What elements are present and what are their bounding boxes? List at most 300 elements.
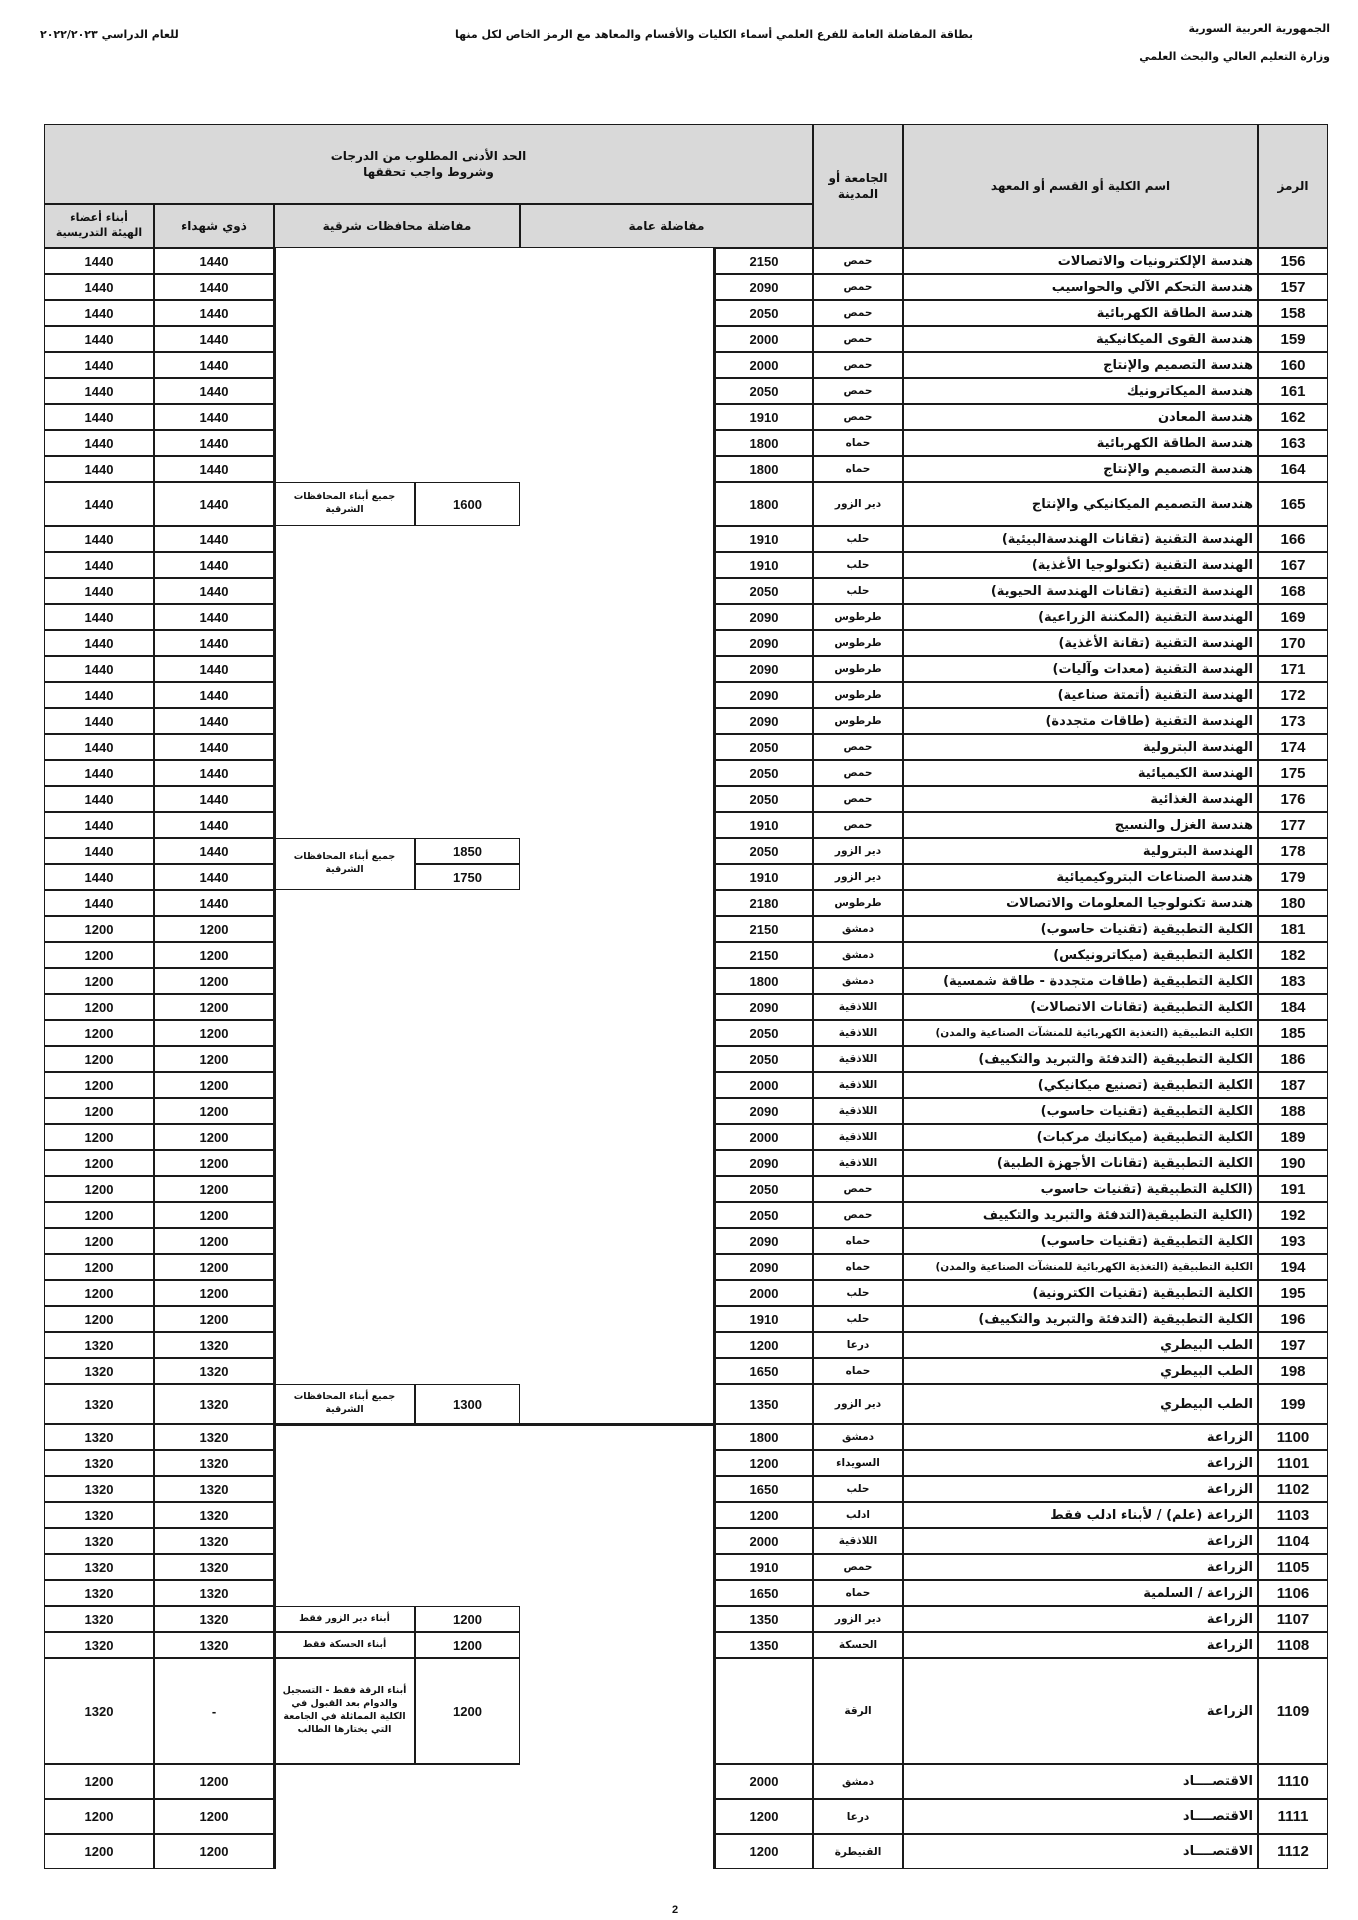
row-eastern-condition-merged: جميع أبناء المحافظات الشرقية bbox=[274, 838, 415, 890]
row-martyrs-score: 1440 bbox=[154, 300, 274, 326]
row-faculty-children-score: 1200 bbox=[44, 1254, 154, 1280]
row-program-name: الهندسة التقنية (معدات وآليات) bbox=[903, 656, 1258, 682]
row-faculty-children-score: 1200 bbox=[44, 1176, 154, 1202]
row-general-score: 2000 bbox=[715, 352, 813, 378]
row-faculty-children-score: 1200 bbox=[44, 1764, 154, 1799]
row-code: 1111 bbox=[1258, 1799, 1328, 1834]
row-code: 181 bbox=[1258, 916, 1328, 942]
ministry-name: وزارة التعليم العالي والبحث العلمي bbox=[1139, 50, 1330, 63]
row-faculty-children-score: 1320 bbox=[44, 1384, 154, 1424]
row-general-score: 2090 bbox=[715, 708, 813, 734]
row-city: اللاذقية bbox=[813, 1020, 903, 1046]
republic-name: الجمهورية العربية السورية bbox=[1188, 22, 1330, 35]
row-code: 163 bbox=[1258, 430, 1328, 456]
row-city: طرطوس bbox=[813, 708, 903, 734]
row-program-name: الزراعة bbox=[903, 1424, 1258, 1450]
row-faculty-children-score: 1440 bbox=[44, 248, 154, 274]
row-city: دمشق bbox=[813, 1764, 903, 1799]
row-city: حمص bbox=[813, 326, 903, 352]
row-faculty-children-score: 1320 bbox=[44, 1554, 154, 1580]
row-eastern-condition: أبناء دير الزور فقط bbox=[274, 1606, 415, 1632]
row-general-score: 2050 bbox=[715, 786, 813, 812]
row-martyrs-score: 1200 bbox=[154, 1799, 274, 1834]
row-city: اللاذقية bbox=[813, 1150, 903, 1176]
row-faculty-children-score: 1200 bbox=[44, 1799, 154, 1834]
row-code: 185 bbox=[1258, 1020, 1328, 1046]
row-general-score: 2090 bbox=[715, 1254, 813, 1280]
row-program-name: الكلية التطبيقية (التدفئة والتبريد والتكييف) bbox=[903, 1306, 1258, 1332]
row-program-name: هندسة القوى الميكانيكية bbox=[903, 326, 1258, 352]
row-program-name: الزراعة bbox=[903, 1476, 1258, 1502]
row-program-name: الهندسة التقنية (تقانة الأغذية) bbox=[903, 630, 1258, 656]
row-code: 194 bbox=[1258, 1254, 1328, 1280]
row-faculty-children-score: 1440 bbox=[44, 430, 154, 456]
row-city: السويداء bbox=[813, 1450, 903, 1476]
row-general-score: 2150 bbox=[715, 248, 813, 274]
row-martyrs-score: 1200 bbox=[154, 994, 274, 1020]
row-faculty-children-score: 1440 bbox=[44, 812, 154, 838]
row-faculty-children-score: 1200 bbox=[44, 1072, 154, 1098]
row-program-name: الزراعة bbox=[903, 1528, 1258, 1554]
row-city: طرطوس bbox=[813, 630, 903, 656]
row-martyrs-score: 1440 bbox=[154, 838, 274, 864]
row-general-score: 1200 bbox=[715, 1502, 813, 1528]
divider-eastern-left bbox=[274, 248, 276, 1869]
row-city: حمص bbox=[813, 274, 903, 300]
row-martyrs-score: 1320 bbox=[154, 1332, 274, 1358]
row-city: طرطوس bbox=[813, 604, 903, 630]
row-program-name: الهندسة الكيميائية bbox=[903, 760, 1258, 786]
row-code: 193 bbox=[1258, 1228, 1328, 1254]
header-martyrs: ذوي شهداء bbox=[154, 204, 274, 248]
row-code: 158 bbox=[1258, 300, 1328, 326]
row-code: 1103 bbox=[1258, 1502, 1328, 1528]
row-faculty-children-score: 1200 bbox=[44, 1228, 154, 1254]
row-martyrs-score: 1320 bbox=[154, 1476, 274, 1502]
academic-year: للعام الدراسي ٢٠٢٢/٢٠٢٣ bbox=[40, 28, 179, 41]
row-general-score: 1910 bbox=[715, 526, 813, 552]
row-program-name: الهندسة البترولية bbox=[903, 838, 1258, 864]
row-martyrs-score: 1200 bbox=[154, 1834, 274, 1869]
row-general-score: 2090 bbox=[715, 1150, 813, 1176]
row-code: 1104 bbox=[1258, 1528, 1328, 1554]
row-martyrs-score: 1440 bbox=[154, 656, 274, 682]
row-martyrs-score: 1320 bbox=[154, 1384, 274, 1424]
row-martyrs-score: 1200 bbox=[154, 942, 274, 968]
header-general-competition: مفاضلة عامة bbox=[520, 204, 813, 248]
row-city: حمص bbox=[813, 734, 903, 760]
row-code: 1106 bbox=[1258, 1580, 1328, 1606]
row-code: 178 bbox=[1258, 838, 1328, 864]
row-martyrs-score: 1440 bbox=[154, 430, 274, 456]
row-faculty-children-score: 1440 bbox=[44, 326, 154, 352]
row-faculty-children-score: 1440 bbox=[44, 760, 154, 786]
row-faculty-children-score: 1440 bbox=[44, 526, 154, 552]
row-general-score: 2090 bbox=[715, 274, 813, 300]
row-faculty-children-score: 1440 bbox=[44, 604, 154, 630]
row-code: 165 bbox=[1258, 482, 1328, 526]
row-faculty-children-score: 1440 bbox=[44, 404, 154, 430]
row-faculty-children-score: 1320 bbox=[44, 1606, 154, 1632]
row-city: درعا bbox=[813, 1799, 903, 1834]
row-faculty-children-score: 1440 bbox=[44, 630, 154, 656]
row-martyrs-score: 1200 bbox=[154, 1280, 274, 1306]
row-general-score: 1350 bbox=[715, 1632, 813, 1658]
row-faculty-children-score: 1200 bbox=[44, 1098, 154, 1124]
row-general-score: 2000 bbox=[715, 1072, 813, 1098]
row-code: 184 bbox=[1258, 994, 1328, 1020]
row-program-name: الكلية التطبيقية (تقانات الأجهزة الطبية) bbox=[903, 1150, 1258, 1176]
row-program-name: الزراعة bbox=[903, 1450, 1258, 1476]
row-code: 1102 bbox=[1258, 1476, 1328, 1502]
row-martyrs-score: 1440 bbox=[154, 890, 274, 916]
row-martyrs-score: 1320 bbox=[154, 1528, 274, 1554]
row-martyrs-score: 1440 bbox=[154, 604, 274, 630]
row-faculty-children-score: 1440 bbox=[44, 708, 154, 734]
row-city: حمص bbox=[813, 300, 903, 326]
row-city: حمص bbox=[813, 1554, 903, 1580]
row-faculty-children-score: 1200 bbox=[44, 1280, 154, 1306]
row-code: 157 bbox=[1258, 274, 1328, 300]
row-program-name: الهندسة التقنية (تقانات الهندسةالبيئية) bbox=[903, 526, 1258, 552]
row-faculty-children-score: 1320 bbox=[44, 1476, 154, 1502]
row-code: 160 bbox=[1258, 352, 1328, 378]
row-code: 171 bbox=[1258, 656, 1328, 682]
row-general-score: 1350 bbox=[715, 1606, 813, 1632]
row-martyrs-score: 1200 bbox=[154, 1124, 274, 1150]
row-faculty-children-score: 1320 bbox=[44, 1424, 154, 1450]
row-general-score: 2000 bbox=[715, 326, 813, 352]
row-code: 1108 bbox=[1258, 1632, 1328, 1658]
row-faculty-children-score: 1200 bbox=[44, 1150, 154, 1176]
row-city: اللاذقية bbox=[813, 994, 903, 1020]
row-martyrs-score: 1200 bbox=[154, 1228, 274, 1254]
row-martyrs-score: 1200 bbox=[154, 1072, 274, 1098]
row-martyrs-score: 1200 bbox=[154, 1098, 274, 1124]
row-program-name: الكلية التطبيقية (تقنيات الكترونية) bbox=[903, 1280, 1258, 1306]
row-code: 175 bbox=[1258, 760, 1328, 786]
row-city: حلب bbox=[813, 1476, 903, 1502]
row-martyrs-score: 1200 bbox=[154, 1254, 274, 1280]
row-general-score: 1800 bbox=[715, 482, 813, 526]
row-city: طرطوس bbox=[813, 890, 903, 916]
row-program-name: الزراعة bbox=[903, 1658, 1258, 1764]
header-university-city: الجامعة أو المدينة bbox=[813, 124, 903, 248]
row-program-name: الهندسة الغذائية bbox=[903, 786, 1258, 812]
row-faculty-children-score: 1320 bbox=[44, 1358, 154, 1384]
row-code: 169 bbox=[1258, 604, 1328, 630]
row-eastern-condition: أبناء الحسكة فقط bbox=[274, 1632, 415, 1658]
row-city: طرطوس bbox=[813, 656, 903, 682]
row-general-score: 2150 bbox=[715, 916, 813, 942]
row-faculty-children-score: 1440 bbox=[44, 300, 154, 326]
row-faculty-children-score: 1440 bbox=[44, 656, 154, 682]
row-city: حمص bbox=[813, 1176, 903, 1202]
row-city: ادلب bbox=[813, 1502, 903, 1528]
row-program-name: الهندسة التقنية (المكننة الزراعية) bbox=[903, 604, 1258, 630]
row-city: اللاذقية bbox=[813, 1124, 903, 1150]
row-martyrs-score: 1440 bbox=[154, 378, 274, 404]
row-faculty-children-score: 1200 bbox=[44, 942, 154, 968]
row-city: حمص bbox=[813, 760, 903, 786]
row-program-name: الطب البيطري bbox=[903, 1332, 1258, 1358]
row-city: حماه bbox=[813, 456, 903, 482]
row-general-score: 2050 bbox=[715, 734, 813, 760]
row-martyrs-score: 1440 bbox=[154, 734, 274, 760]
row-general-score: 2000 bbox=[715, 1280, 813, 1306]
row-program-name: الكلية التطبيقية (تقنيات حاسوب) bbox=[903, 916, 1258, 942]
row-general-score: 1200 bbox=[715, 1332, 813, 1358]
row-code: 1105 bbox=[1258, 1554, 1328, 1580]
row-city: اللاذقية bbox=[813, 1098, 903, 1124]
row-general-score: 1910 bbox=[715, 1306, 813, 1332]
row-program-name: هندسة الطاقة الكهربائية bbox=[903, 300, 1258, 326]
row-martyrs-score: 1440 bbox=[154, 526, 274, 552]
row-program-name: هندسة الغزل والنسيج bbox=[903, 812, 1258, 838]
row-general-score: 2050 bbox=[715, 1020, 813, 1046]
row-code: 177 bbox=[1258, 812, 1328, 838]
row-program-name: الزراعة bbox=[903, 1632, 1258, 1658]
row-general-score: 2180 bbox=[715, 890, 813, 916]
row-general-score: 1200 bbox=[715, 1450, 813, 1476]
row-code: 1110 bbox=[1258, 1764, 1328, 1799]
row-martyrs-score: 1320 bbox=[154, 1632, 274, 1658]
row-faculty-children-score: 1200 bbox=[44, 916, 154, 942]
row-general-score: 1910 bbox=[715, 812, 813, 838]
row-general-score: 2050 bbox=[715, 760, 813, 786]
divider-general-left bbox=[713, 248, 716, 1869]
row-eastern-condition: أبناء الرقة فقط - التسجيل والدوام بعد القبول في الكلية المماثلة في الجامعة التي يختارها الطالب bbox=[274, 1658, 415, 1764]
row-program-name: الزراعة bbox=[903, 1554, 1258, 1580]
row-program-name: الكلية التطبيقية (التغذية الكهربائية للمنشآت الصناعية والمدن) bbox=[903, 1254, 1258, 1280]
row-program-name: الاقتصــــاد bbox=[903, 1764, 1258, 1799]
row-program-name: هندسة الإلكترونيات والاتصالات bbox=[903, 248, 1258, 274]
row-code: 156 bbox=[1258, 248, 1328, 274]
row-martyrs-score: 1320 bbox=[154, 1450, 274, 1476]
row-general-score: 2090 bbox=[715, 1228, 813, 1254]
row-program-name: الكلية التطبيقية (ميكاترونيكس) bbox=[903, 942, 1258, 968]
row-martyrs-score: - bbox=[154, 1658, 274, 1764]
row-faculty-children-score: 1200 bbox=[44, 1124, 154, 1150]
header-code: الرمز bbox=[1258, 124, 1328, 248]
row-city: دمشق bbox=[813, 942, 903, 968]
row-general-score bbox=[715, 1658, 813, 1764]
row-general-score: 2000 bbox=[715, 1764, 813, 1799]
row-program-name: الاقتصــــاد bbox=[903, 1834, 1258, 1869]
row-program-name: هندسة التصميم والإنتاج bbox=[903, 352, 1258, 378]
row-code: 180 bbox=[1258, 890, 1328, 916]
row-program-name: الكلية التطبيقية (تقنيات حاسوب) bbox=[903, 1098, 1258, 1124]
row-martyrs-score: 1440 bbox=[154, 352, 274, 378]
row-martyrs-score: 1320 bbox=[154, 1554, 274, 1580]
row-program-name: الزراعة (علم) / لأبناء ادلب فقط bbox=[903, 1502, 1258, 1528]
row-martyrs-score: 1440 bbox=[154, 760, 274, 786]
row-general-score: 1650 bbox=[715, 1580, 813, 1606]
row-code: 196 bbox=[1258, 1306, 1328, 1332]
row-program-name: هندسة التصميم الميكانيكي والإنتاج bbox=[903, 482, 1258, 526]
row-code: 190 bbox=[1258, 1150, 1328, 1176]
row-program-name: الكلية التطبيقية (ميكانيك مركبات) bbox=[903, 1124, 1258, 1150]
row-martyrs-score: 1440 bbox=[154, 864, 274, 890]
row-general-score: 1200 bbox=[715, 1834, 813, 1869]
row-city: حمص bbox=[813, 248, 903, 274]
row-code: 195 bbox=[1258, 1280, 1328, 1306]
row-program-name: الكلية التطبيقية (تقانات الاتصالات) bbox=[903, 994, 1258, 1020]
row-general-score: 1800 bbox=[715, 430, 813, 456]
divider-section bbox=[274, 1423, 716, 1426]
row-general-score: 1650 bbox=[715, 1358, 813, 1384]
document-title: بطاقة المفاضلة العامة للفرع العلمي أسماء الكليات والأقسام والمعاهد مع الرمز الخاص لكل منها bbox=[455, 28, 973, 41]
row-program-name: الكلية التطبيقية (طاقات متجددة - طاقة شمسية) bbox=[903, 968, 1258, 994]
row-city: حمص bbox=[813, 378, 903, 404]
row-city: دير الزور bbox=[813, 864, 903, 890]
row-martyrs-score: 1200 bbox=[154, 1202, 274, 1228]
row-program-name: الاقتصــــاد bbox=[903, 1799, 1258, 1834]
row-faculty-children-score: 1320 bbox=[44, 1450, 154, 1476]
row-martyrs-score: 1200 bbox=[154, 1176, 274, 1202]
row-general-score: 1800 bbox=[715, 456, 813, 482]
row-city: حلب bbox=[813, 526, 903, 552]
row-eastern-score: 1750 bbox=[415, 864, 520, 890]
row-code: 191 bbox=[1258, 1176, 1328, 1202]
row-martyrs-score: 1440 bbox=[154, 456, 274, 482]
row-martyrs-score: 1440 bbox=[154, 326, 274, 352]
row-general-score: 2000 bbox=[715, 1124, 813, 1150]
row-general-score: 2050 bbox=[715, 578, 813, 604]
row-city: حماه bbox=[813, 1358, 903, 1384]
row-program-name: الهندسة البترولية bbox=[903, 734, 1258, 760]
row-general-score: 1910 bbox=[715, 1554, 813, 1580]
row-general-score: 2150 bbox=[715, 942, 813, 968]
row-code: 176 bbox=[1258, 786, 1328, 812]
row-faculty-children-score: 1320 bbox=[44, 1658, 154, 1764]
row-program-name: الكلية التطبيقية (تقنيات حاسوب) bbox=[903, 1228, 1258, 1254]
row-general-score: 2090 bbox=[715, 994, 813, 1020]
row-faculty-children-score: 1320 bbox=[44, 1632, 154, 1658]
row-general-score: 2050 bbox=[715, 1046, 813, 1072]
row-general-score: 2050 bbox=[715, 1176, 813, 1202]
row-city: دير الزور bbox=[813, 1384, 903, 1424]
row-city: اللاذقية bbox=[813, 1528, 903, 1554]
row-program-name: هندسة الميكاترونيك bbox=[903, 378, 1258, 404]
row-general-score: 1650 bbox=[715, 1476, 813, 1502]
row-code: 172 bbox=[1258, 682, 1328, 708]
row-city: الرقة bbox=[813, 1658, 903, 1764]
row-martyrs-score: 1440 bbox=[154, 708, 274, 734]
row-code: 167 bbox=[1258, 552, 1328, 578]
row-code: 1107 bbox=[1258, 1606, 1328, 1632]
row-faculty-children-score: 1440 bbox=[44, 838, 154, 864]
row-eastern-condition: جميع أبناء المحافظات الشرقية bbox=[274, 1384, 415, 1424]
row-martyrs-score: 1200 bbox=[154, 1020, 274, 1046]
row-code: 179 bbox=[1258, 864, 1328, 890]
row-program-name: هندسة الطاقة الكهربائية bbox=[903, 430, 1258, 456]
row-city: حمص bbox=[813, 786, 903, 812]
row-general-score: 1910 bbox=[715, 552, 813, 578]
row-eastern-score: 1200 bbox=[415, 1606, 520, 1632]
row-program-name: (الكلية التطبيقية (تقنيات حاسوب bbox=[903, 1176, 1258, 1202]
row-program-name: (الكلية التطبيقية(التدفئة والتبريد والتكييف bbox=[903, 1202, 1258, 1228]
row-faculty-children-score: 1440 bbox=[44, 352, 154, 378]
row-eastern-score: 1600 bbox=[415, 482, 520, 526]
row-martyrs-score: 1440 bbox=[154, 812, 274, 838]
row-code: 166 bbox=[1258, 526, 1328, 552]
row-program-name: الكلية التطبيقية (التدفئة والتبريد والتكييف) bbox=[903, 1046, 1258, 1072]
row-martyrs-score: 1440 bbox=[154, 552, 274, 578]
row-faculty-children-score: 1200 bbox=[44, 994, 154, 1020]
row-code: 198 bbox=[1258, 1358, 1328, 1384]
row-eastern-score: 1300 bbox=[415, 1384, 520, 1424]
row-faculty-children-score: 1440 bbox=[44, 734, 154, 760]
row-general-score: 1910 bbox=[715, 404, 813, 430]
row-code: 174 bbox=[1258, 734, 1328, 760]
row-faculty-children-score: 1440 bbox=[44, 864, 154, 890]
row-city: دير الزور bbox=[813, 838, 903, 864]
row-city: حماه bbox=[813, 1254, 903, 1280]
row-code: 162 bbox=[1258, 404, 1328, 430]
row-general-score: 2050 bbox=[715, 300, 813, 326]
header-eastern-competition: مفاضلة محافظات شرقية bbox=[274, 204, 520, 248]
row-martyrs-score: 1440 bbox=[154, 404, 274, 430]
row-city: حمص bbox=[813, 352, 903, 378]
header-faculty-children: أبناء أعضاء الهيئة التدريسية bbox=[44, 204, 154, 248]
header-min-scores-group: الحد الأدنى المطلوب من الدرجات وشروط واجب تحققها bbox=[44, 124, 813, 204]
row-city: حلب bbox=[813, 1280, 903, 1306]
row-general-score: 2000 bbox=[715, 1528, 813, 1554]
row-faculty-children-score: 1440 bbox=[44, 552, 154, 578]
row-martyrs-score: 1440 bbox=[154, 578, 274, 604]
row-faculty-children-score: 1320 bbox=[44, 1528, 154, 1554]
row-city: حلب bbox=[813, 1306, 903, 1332]
row-city: القنيطرة bbox=[813, 1834, 903, 1869]
row-city: دمشق bbox=[813, 968, 903, 994]
row-code: 164 bbox=[1258, 456, 1328, 482]
row-city: حلب bbox=[813, 578, 903, 604]
row-faculty-children-score: 1320 bbox=[44, 1502, 154, 1528]
row-martyrs-score: 1320 bbox=[154, 1580, 274, 1606]
row-city: طرطوس bbox=[813, 682, 903, 708]
row-martyrs-score: 1200 bbox=[154, 1306, 274, 1332]
row-martyrs-score: 1200 bbox=[154, 1764, 274, 1799]
row-code: 1100 bbox=[1258, 1424, 1328, 1450]
row-program-name: الزراعة / السلمية bbox=[903, 1580, 1258, 1606]
row-martyrs-score: 1440 bbox=[154, 630, 274, 656]
row-eastern-score: 1850 bbox=[415, 838, 520, 864]
row-martyrs-score: 1200 bbox=[154, 1150, 274, 1176]
row-general-score: 2050 bbox=[715, 838, 813, 864]
row-martyrs-score: 1320 bbox=[154, 1424, 274, 1450]
row-code: 170 bbox=[1258, 630, 1328, 656]
row-general-score: 2090 bbox=[715, 656, 813, 682]
row-martyrs-score: 1320 bbox=[154, 1606, 274, 1632]
row-martyrs-score: 1200 bbox=[154, 1046, 274, 1072]
row-general-score: 2090 bbox=[715, 604, 813, 630]
row-code: 187 bbox=[1258, 1072, 1328, 1098]
row-program-name: هندسة الصناعات البتروكيميائية bbox=[903, 864, 1258, 890]
row-city: دمشق bbox=[813, 1424, 903, 1450]
row-martyrs-score: 1200 bbox=[154, 916, 274, 942]
row-program-name: الزراعة bbox=[903, 1606, 1258, 1632]
row-city: دير الزور bbox=[813, 482, 903, 526]
row-program-name: هندسة التحكم الآلي والحواسيب bbox=[903, 274, 1258, 300]
row-code: 189 bbox=[1258, 1124, 1328, 1150]
row-martyrs-score: 1440 bbox=[154, 786, 274, 812]
row-code: 168 bbox=[1258, 578, 1328, 604]
row-general-score: 2090 bbox=[715, 630, 813, 656]
row-general-score: 1910 bbox=[715, 864, 813, 890]
row-program-name: الكلية التطبيقية (تصنيع ميكانيكي) bbox=[903, 1072, 1258, 1098]
row-code: 161 bbox=[1258, 378, 1328, 404]
